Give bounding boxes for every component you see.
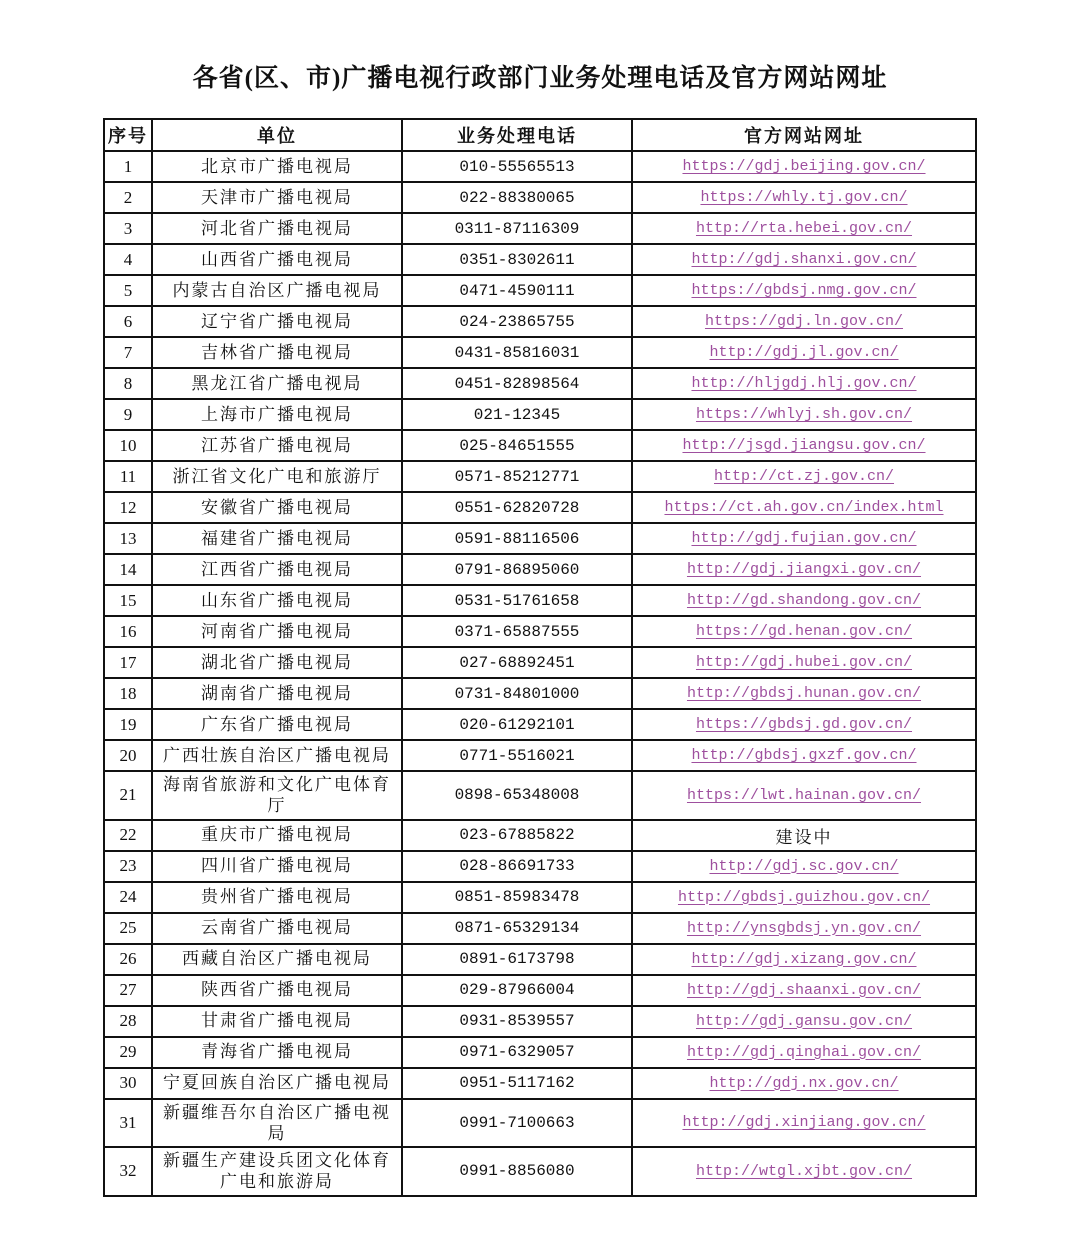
unit-name: 广东省广播电视局 — [152, 709, 402, 740]
website-cell — [632, 1006, 976, 1037]
contacts-table — [103, 118, 977, 1197]
website-cell — [632, 709, 976, 740]
unit-name: 宁夏回族自治区广播电视局 — [152, 1068, 402, 1099]
unit-name: 新疆生产建设兵团文化体育广电和旅游局 — [152, 1147, 402, 1196]
table-row — [104, 1006, 976, 1037]
table-row — [104, 740, 976, 771]
header-serial-number: 序号 — [104, 119, 152, 151]
phone-number: 0471-4590111 — [402, 275, 632, 306]
website-cell — [632, 213, 976, 244]
website-link[interactable]: http://gdj.shaanxi.gov.cn/ — [686, 981, 922, 999]
header-phone: 业务处理电话 — [402, 119, 632, 151]
row-number: 30 — [104, 1068, 152, 1099]
table-row — [104, 461, 976, 492]
row-number: 5 — [104, 275, 152, 306]
row-number: 4 — [104, 244, 152, 275]
phone-number: 0771-5516021 — [402, 740, 632, 771]
unit-name: 陕西省广播电视局 — [152, 975, 402, 1006]
row-number: 12 — [104, 492, 152, 523]
website-link[interactable]: https://gbdsj.gd.gov.cn/ — [695, 716, 913, 733]
phone-number: 029-87966004 — [402, 975, 632, 1006]
row-number: 32 — [104, 1147, 152, 1196]
row-number: 24 — [104, 882, 152, 913]
table-row — [104, 851, 976, 882]
website-cell — [632, 306, 976, 337]
row-number: 7 — [104, 337, 152, 368]
row-number: 22 — [104, 820, 152, 851]
website-cell — [632, 337, 976, 368]
website-link[interactable]: http://gbdsj.hunan.gov.cn/ — [686, 685, 922, 702]
table-row — [104, 492, 976, 523]
table-row — [104, 151, 976, 182]
website-link[interactable]: http://rta.hebei.gov.cn/ — [695, 220, 913, 237]
website-cell — [632, 182, 976, 213]
website-cell — [632, 678, 976, 709]
unit-name: 浙江省文化广电和旅游厅 — [152, 461, 402, 492]
unit-name: 江苏省广播电视局 — [152, 430, 402, 461]
unit-name: 江西省广播电视局 — [152, 554, 402, 585]
table-row — [104, 913, 976, 944]
website-link[interactable]: https://gbdsj.nmg.gov.cn/ — [691, 282, 917, 299]
table-row — [104, 306, 976, 337]
table-row — [104, 430, 976, 461]
website-cell — [632, 1068, 976, 1099]
table-row — [104, 616, 976, 647]
phone-number: 0991-7100663 — [402, 1099, 632, 1148]
website-link[interactable]: http://gbdsj.guizhou.gov.cn/ — [677, 888, 931, 906]
phone-number: 0898-65348008 — [402, 771, 632, 820]
website-cell — [632, 244, 976, 275]
website-cell — [632, 913, 976, 944]
table-row — [104, 337, 976, 368]
row-number: 18 — [104, 678, 152, 709]
unit-name: 青海省广播电视局 — [152, 1037, 402, 1068]
website-cell — [632, 944, 976, 975]
table-header-row — [104, 119, 976, 151]
phone-number: 010-55565513 — [402, 151, 632, 182]
row-number: 27 — [104, 975, 152, 1006]
row-number: 1 — [104, 151, 152, 182]
website-cell — [632, 647, 976, 678]
phone-number: 0451-82898564 — [402, 368, 632, 399]
unit-name: 湖北省广播电视局 — [152, 647, 402, 678]
website-cell — [632, 430, 976, 461]
phone-number: 0551-62820728 — [402, 492, 632, 523]
website-link[interactable]: http://gdj.xizang.gov.cn/ — [691, 950, 917, 968]
table-row — [104, 1068, 976, 1099]
row-number: 14 — [104, 554, 152, 585]
website-link[interactable]: http://ynsgbdsj.yn.gov.cn/ — [686, 919, 922, 937]
website-cell — [632, 1099, 976, 1148]
unit-name: 贵州省广播电视局 — [152, 882, 402, 913]
row-number: 11 — [104, 461, 152, 492]
website-link[interactable]: http://gbdsj.gxzf.gov.cn/ — [691, 747, 917, 764]
row-number: 2 — [104, 182, 152, 213]
row-number: 23 — [104, 851, 152, 882]
row-number: 9 — [104, 399, 152, 430]
phone-number: 0891-6173798 — [402, 944, 632, 975]
phone-number: 025-84651555 — [402, 430, 632, 461]
unit-name: 山西省广播电视局 — [152, 244, 402, 275]
unit-name: 云南省广播电视局 — [152, 913, 402, 944]
website-cell — [632, 616, 976, 647]
website-link[interactable]: https://gdj.ln.gov.cn/ — [704, 313, 904, 330]
phone-number: 0871-65329134 — [402, 913, 632, 944]
unit-name: 福建省广播电视局 — [152, 523, 402, 554]
row-number: 26 — [104, 944, 152, 975]
phone-number: 0951-5117162 — [402, 1068, 632, 1099]
website-cell — [632, 1147, 976, 1196]
table-row — [104, 275, 976, 306]
website-link[interactable]: http://gdj.sc.gov.cn/ — [709, 857, 899, 875]
table-row — [104, 368, 976, 399]
unit-name: 湖南省广播电视局 — [152, 678, 402, 709]
phone-number: 0431-85816031 — [402, 337, 632, 368]
website-cell — [632, 554, 976, 585]
website-cell — [632, 275, 976, 306]
phone-number: 0991-8856080 — [402, 1147, 632, 1196]
phone-number: 020-61292101 — [402, 709, 632, 740]
row-number: 17 — [104, 647, 152, 678]
row-number: 3 — [104, 213, 152, 244]
website-link[interactable]: https://lwt.hainan.gov.cn/ — [686, 786, 922, 804]
table-row — [104, 182, 976, 213]
website-link[interactable]: http://gdj.xinjiang.gov.cn/ — [682, 1114, 926, 1132]
website-link[interactable]: http://gdj.fujian.gov.cn/ — [691, 530, 917, 547]
website-link[interactable]: https://whly.tj.gov.cn/ — [700, 189, 908, 206]
website-link[interactable]: http://gdj.jiangxi.gov.cn/ — [686, 561, 922, 578]
row-number: 20 — [104, 740, 152, 771]
website-link[interactable]: http://gdj.nx.gov.cn/ — [709, 1074, 899, 1092]
table-row — [104, 1147, 976, 1196]
unit-name: 海南省旅游和文化广电体育厅 — [152, 771, 402, 820]
table-row — [104, 213, 976, 244]
table-row — [104, 820, 976, 851]
row-number: 8 — [104, 368, 152, 399]
unit-name: 吉林省广播电视局 — [152, 337, 402, 368]
page-title: 各省(区、市)广播电视行政部门业务处理电话及官方网站网址 — [192, 65, 888, 92]
website-link[interactable]: http://gd.shandong.gov.cn/ — [686, 592, 922, 609]
phone-number: 022-88380065 — [402, 182, 632, 213]
phone-number: 0731-84801000 — [402, 678, 632, 709]
unit-name: 河南省广播电视局 — [152, 616, 402, 647]
phone-number: 021-12345 — [402, 399, 632, 430]
website-cell — [632, 151, 976, 182]
website-link[interactable]: http://jsgd.jiangsu.gov.cn/ — [682, 437, 926, 454]
row-number: 19 — [104, 709, 152, 740]
website-cell — [632, 461, 976, 492]
header-unit: 单位 — [152, 119, 402, 151]
website-link[interactable]: https://ct.ah.gov.cn/index.html — [664, 499, 944, 516]
website-cell — [632, 585, 976, 616]
phone-number: 024-23865755 — [402, 306, 632, 337]
row-number: 21 — [104, 771, 152, 820]
unit-name: 西藏自治区广播电视局 — [152, 944, 402, 975]
unit-name: 辽宁省广播电视局 — [152, 306, 402, 337]
phone-number: 023-67885822 — [402, 820, 632, 851]
unit-name: 重庆市广播电视局 — [152, 820, 402, 851]
phone-number: 0351-8302611 — [402, 244, 632, 275]
phone-number: 0791-86895060 — [402, 554, 632, 585]
website-cell — [632, 492, 976, 523]
table-row — [104, 585, 976, 616]
row-number: 25 — [104, 913, 152, 944]
website-link[interactable]: http://wtgl.xjbt.gov.cn/ — [695, 1162, 913, 1180]
website-cell — [632, 399, 976, 430]
table-row — [104, 882, 976, 913]
row-number: 16 — [104, 616, 152, 647]
website-cell — [632, 1037, 976, 1068]
website-cell — [632, 851, 976, 882]
website-link[interactable]: http://gdj.qinghai.gov.cn/ — [686, 1043, 922, 1061]
website-link[interactable]: http://gdj.shanxi.gov.cn/ — [691, 251, 917, 268]
unit-name: 上海市广播电视局 — [152, 399, 402, 430]
phone-number: 0371-65887555 — [402, 616, 632, 647]
website-link[interactable]: http://hljgdj.hlj.gov.cn/ — [691, 375, 917, 392]
table-row — [104, 944, 976, 975]
website-cell — [632, 771, 976, 820]
table-row — [104, 678, 976, 709]
table-body — [104, 151, 976, 1196]
unit-name: 广西壮族自治区广播电视局 — [152, 740, 402, 771]
row-number: 28 — [104, 1006, 152, 1037]
table-row — [104, 771, 976, 820]
website-cell — [632, 740, 976, 771]
website-link[interactable]: https://gdj.beijing.gov.cn/ — [682, 158, 926, 175]
unit-name: 内蒙古自治区广播电视局 — [152, 275, 402, 306]
row-number: 29 — [104, 1037, 152, 1068]
unit-name: 天津市广播电视局 — [152, 182, 402, 213]
website-cell — [632, 523, 976, 554]
website-link[interactable]: https://gd.henan.gov.cn/ — [695, 623, 913, 640]
website-link[interactable]: http://gdj.gansu.gov.cn/ — [695, 1012, 913, 1030]
website-cell — [632, 368, 976, 399]
unit-name: 甘肃省广播电视局 — [152, 1006, 402, 1037]
phone-number: 027-68892451 — [402, 647, 632, 678]
unit-name: 河北省广播电视局 — [152, 213, 402, 244]
unit-name: 北京市广播电视局 — [152, 151, 402, 182]
table-row — [104, 554, 976, 585]
unit-name: 山东省广播电视局 — [152, 585, 402, 616]
row-number: 10 — [104, 430, 152, 461]
phone-number: 0531-51761658 — [402, 585, 632, 616]
phone-number: 0311-87116309 — [402, 213, 632, 244]
table-row — [104, 244, 976, 275]
phone-number: 0851-85983478 — [402, 882, 632, 913]
website-cell — [632, 882, 976, 913]
website-link[interactable]: http://ct.zj.gov.cn/ — [713, 468, 895, 485]
website-link[interactable]: http://gdj.jl.gov.cn/ — [709, 344, 899, 361]
table-row — [104, 1099, 976, 1148]
website-link[interactable]: http://gdj.hubei.gov.cn/ — [695, 654, 913, 671]
unit-name: 黑龙江省广播电视局 — [152, 368, 402, 399]
row-number: 13 — [104, 523, 152, 554]
table-row — [104, 1037, 976, 1068]
unit-name: 安徽省广播电视局 — [152, 492, 402, 523]
table-row — [104, 709, 976, 740]
row-number: 6 — [104, 306, 152, 337]
phone-number: 0591-88116506 — [402, 523, 632, 554]
unit-name: 四川省广播电视局 — [152, 851, 402, 882]
table-row — [104, 647, 976, 678]
website-status-text: 建设中 — [775, 827, 833, 847]
phone-number: 028-86691733 — [402, 851, 632, 882]
phone-number: 0971-6329057 — [402, 1037, 632, 1068]
phone-number: 0931-8539557 — [402, 1006, 632, 1037]
table-row — [104, 399, 976, 430]
table-row — [104, 975, 976, 1006]
website-cell — [632, 975, 976, 1006]
phone-number: 0571-85212771 — [402, 461, 632, 492]
table-row — [104, 523, 976, 554]
row-number: 31 — [104, 1099, 152, 1148]
website-link[interactable]: https://whlyj.sh.gov.cn/ — [695, 406, 913, 423]
unit-name: 新疆维吾尔自治区广播电视局 — [152, 1099, 402, 1148]
website-cell — [632, 820, 976, 851]
header-website: 官方网站网址 — [632, 119, 976, 151]
row-number: 15 — [104, 585, 152, 616]
